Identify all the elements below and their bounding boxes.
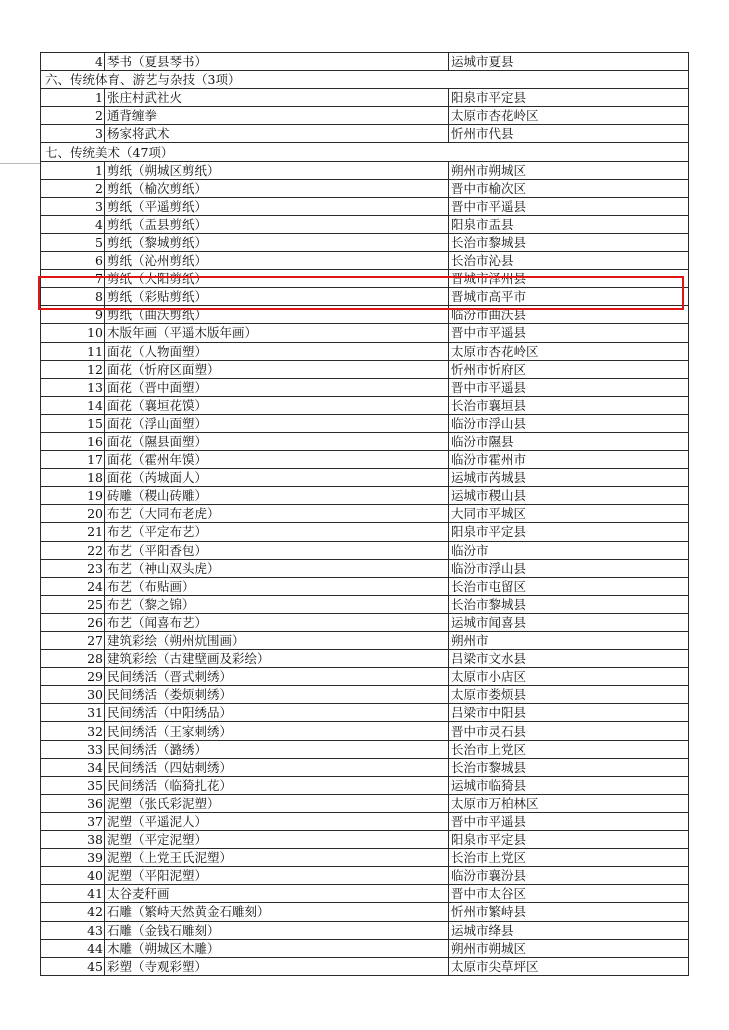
item-number: 18 bbox=[41, 469, 105, 487]
item-number: 2 bbox=[41, 107, 105, 125]
table-row bbox=[41, 125, 689, 143]
item-location: 太原市小店区 bbox=[449, 668, 689, 686]
item-number: 41 bbox=[41, 885, 105, 903]
item-location: 运城市临猗县 bbox=[449, 776, 689, 794]
table-row bbox=[41, 288, 689, 306]
item-location: 晋中市平遥县 bbox=[449, 197, 689, 215]
item-location: 晋中市太谷区 bbox=[449, 885, 689, 903]
item-name: 布艺（平定布艺） bbox=[105, 523, 449, 541]
item-number: 16 bbox=[41, 432, 105, 450]
table-row bbox=[41, 776, 689, 794]
item-location: 长治市沁县 bbox=[449, 252, 689, 270]
item-number: 39 bbox=[41, 849, 105, 867]
table-row bbox=[41, 252, 689, 270]
item-name: 布艺（闻喜布艺） bbox=[105, 613, 449, 631]
item-name: 太谷麦秆画 bbox=[105, 885, 449, 903]
item-number: 3 bbox=[41, 197, 105, 215]
item-location: 临汾市曲沃县 bbox=[449, 306, 689, 324]
table-row bbox=[41, 867, 689, 885]
item-location: 晋城市高平市 bbox=[449, 288, 689, 306]
item-name: 面花（隰县面塑） bbox=[105, 432, 449, 450]
table-row bbox=[41, 233, 689, 251]
item-location: 阳泉市平定县 bbox=[449, 831, 689, 849]
item-name: 面花（襄垣花馍） bbox=[105, 396, 449, 414]
item-location: 晋中市平遥县 bbox=[449, 378, 689, 396]
item-number: 10 bbox=[41, 324, 105, 342]
item-location: 太原市杏花岭区 bbox=[449, 107, 689, 125]
item-number: 29 bbox=[41, 668, 105, 686]
item-location: 运城市夏县 bbox=[449, 53, 689, 71]
item-number: 15 bbox=[41, 414, 105, 432]
item-name: 布艺（神山双头虎） bbox=[105, 559, 449, 577]
item-number: 36 bbox=[41, 794, 105, 812]
item-name: 泥塑（平遥泥人） bbox=[105, 812, 449, 830]
heritage-list-table bbox=[40, 52, 689, 976]
item-location: 运城市芮城县 bbox=[449, 469, 689, 487]
table-row bbox=[41, 469, 689, 487]
table-row bbox=[41, 396, 689, 414]
item-name: 面花（霍州年馍） bbox=[105, 451, 449, 469]
item-number: 19 bbox=[41, 487, 105, 505]
item-location: 运城市闻喜县 bbox=[449, 613, 689, 631]
item-name: 张庄村武社火 bbox=[105, 89, 449, 107]
item-number: 20 bbox=[41, 505, 105, 523]
item-name: 琴书（夏县琴书） bbox=[105, 53, 449, 71]
table-row bbox=[41, 812, 689, 830]
item-number: 38 bbox=[41, 831, 105, 849]
table-row bbox=[41, 885, 689, 903]
item-number: 6 bbox=[41, 252, 105, 270]
item-name: 面花（浮山面塑） bbox=[105, 414, 449, 432]
table-row bbox=[41, 921, 689, 939]
table-row bbox=[41, 324, 689, 342]
item-name: 民间绣活（晋式刺绣） bbox=[105, 668, 449, 686]
item-location: 阳泉市平定县 bbox=[449, 89, 689, 107]
item-name: 民间绣活（四姑刺绣） bbox=[105, 758, 449, 776]
item-number: 5 bbox=[41, 233, 105, 251]
table-row bbox=[41, 849, 689, 867]
table-row bbox=[41, 487, 689, 505]
item-number: 24 bbox=[41, 577, 105, 595]
item-number: 23 bbox=[41, 559, 105, 577]
item-name: 建筑彩绘（古建壁画及彩绘） bbox=[105, 650, 449, 668]
table-row bbox=[41, 613, 689, 631]
item-number: 8 bbox=[41, 288, 105, 306]
item-number: 9 bbox=[41, 306, 105, 324]
item-number: 30 bbox=[41, 686, 105, 704]
item-number: 44 bbox=[41, 939, 105, 957]
item-number: 17 bbox=[41, 451, 105, 469]
item-name: 民间绣活（潞绣） bbox=[105, 740, 449, 758]
item-location: 朔州市朔城区 bbox=[449, 161, 689, 179]
table-row bbox=[41, 342, 689, 360]
item-name: 剪纸（沁州剪纸） bbox=[105, 252, 449, 270]
item-name: 布艺（大同布老虎） bbox=[105, 505, 449, 523]
item-number: 40 bbox=[41, 867, 105, 885]
item-location: 临汾市襄汾县 bbox=[449, 867, 689, 885]
item-name: 民间绣活（娄烦刺绣） bbox=[105, 686, 449, 704]
item-name: 剪纸（平遥剪纸） bbox=[105, 197, 449, 215]
item-number: 1 bbox=[41, 161, 105, 179]
item-number: 12 bbox=[41, 360, 105, 378]
item-number: 3 bbox=[41, 125, 105, 143]
table-row bbox=[41, 939, 689, 957]
item-number: 45 bbox=[41, 957, 105, 975]
table-row bbox=[41, 107, 689, 125]
item-name: 杨家将武术 bbox=[105, 125, 449, 143]
item-number: 27 bbox=[41, 632, 105, 650]
item-location: 临汾市 bbox=[449, 541, 689, 559]
item-location: 长治市黎城县 bbox=[449, 595, 689, 613]
item-number: 14 bbox=[41, 396, 105, 414]
item-name: 石雕（金钱石雕刻） bbox=[105, 921, 449, 939]
item-location: 运城市稷山县 bbox=[449, 487, 689, 505]
item-number: 7 bbox=[41, 270, 105, 288]
table-row bbox=[41, 559, 689, 577]
table-row bbox=[41, 197, 689, 215]
section-header-row bbox=[41, 143, 689, 161]
table-row bbox=[41, 740, 689, 758]
item-number: 25 bbox=[41, 595, 105, 613]
section-title: 六、传统体育、游艺与杂技（3项） bbox=[41, 71, 689, 89]
table-row bbox=[41, 722, 689, 740]
item-number: 43 bbox=[41, 921, 105, 939]
item-location: 太原市尖草坪区 bbox=[449, 957, 689, 975]
table-row bbox=[41, 270, 689, 288]
item-location: 太原市杏花岭区 bbox=[449, 342, 689, 360]
item-location: 阳泉市盂县 bbox=[449, 215, 689, 233]
item-name: 布艺（布贴画） bbox=[105, 577, 449, 595]
item-name: 木雕（朔城区木雕） bbox=[105, 939, 449, 957]
table-row bbox=[41, 704, 689, 722]
item-number: 11 bbox=[41, 342, 105, 360]
item-location: 晋中市榆次区 bbox=[449, 179, 689, 197]
item-location: 太原市娄烦县 bbox=[449, 686, 689, 704]
item-name: 民间绣活（中阳绣品） bbox=[105, 704, 449, 722]
item-name: 建筑彩绘（朔州炕围画） bbox=[105, 632, 449, 650]
item-name: 剪纸（彩贴剪纸） bbox=[105, 288, 449, 306]
table-row bbox=[41, 831, 689, 849]
table-body bbox=[41, 53, 689, 976]
item-name: 布艺（黎之锦） bbox=[105, 595, 449, 613]
item-location: 临汾市隰县 bbox=[449, 432, 689, 450]
item-number: 21 bbox=[41, 523, 105, 541]
item-name: 木版年画（平遥木版年画） bbox=[105, 324, 449, 342]
item-name: 泥塑（上党王氏泥塑） bbox=[105, 849, 449, 867]
item-location: 长治市上党区 bbox=[449, 740, 689, 758]
table-row bbox=[41, 794, 689, 812]
table-row bbox=[41, 595, 689, 613]
item-number: 33 bbox=[41, 740, 105, 758]
item-location: 长治市上党区 bbox=[449, 849, 689, 867]
table-row bbox=[41, 577, 689, 595]
table-row bbox=[41, 505, 689, 523]
item-name: 民间绣活（临猗扎花） bbox=[105, 776, 449, 794]
item-location: 大同市平城区 bbox=[449, 505, 689, 523]
item-location: 临汾市浮山县 bbox=[449, 414, 689, 432]
item-number: 42 bbox=[41, 903, 105, 921]
item-name: 布艺（平阳香包） bbox=[105, 541, 449, 559]
item-number: 35 bbox=[41, 776, 105, 794]
item-name: 剪纸（黎城剪纸） bbox=[105, 233, 449, 251]
table-row bbox=[41, 451, 689, 469]
item-name: 民间绣活（王家刺绣） bbox=[105, 722, 449, 740]
item-number: 4 bbox=[41, 53, 105, 71]
item-name: 泥塑（平定泥塑） bbox=[105, 831, 449, 849]
item-name: 剪纸（榆次剪纸） bbox=[105, 179, 449, 197]
item-location: 长治市襄垣县 bbox=[449, 396, 689, 414]
item-location: 晋城市泽州县 bbox=[449, 270, 689, 288]
item-location: 长治市屯留区 bbox=[449, 577, 689, 595]
table-row bbox=[41, 378, 689, 396]
item-name: 剪纸（大阳剪纸） bbox=[105, 270, 449, 288]
item-number: 28 bbox=[41, 650, 105, 668]
table-row bbox=[41, 414, 689, 432]
table-row bbox=[41, 306, 689, 324]
table-row bbox=[41, 903, 689, 921]
item-name: 彩塑（寺观彩塑） bbox=[105, 957, 449, 975]
table-row bbox=[41, 541, 689, 559]
item-location: 忻州市忻府区 bbox=[449, 360, 689, 378]
item-name: 剪纸（朔城区剪纸） bbox=[105, 161, 449, 179]
item-name: 面花（芮城面人） bbox=[105, 469, 449, 487]
item-number: 2 bbox=[41, 179, 105, 197]
item-name: 通背缠拳 bbox=[105, 107, 449, 125]
item-location: 晋中市平遥县 bbox=[449, 324, 689, 342]
item-location: 临汾市浮山县 bbox=[449, 559, 689, 577]
item-name: 面花（忻府区面塑） bbox=[105, 360, 449, 378]
table-row bbox=[41, 432, 689, 450]
item-location: 忻州市繁峙县 bbox=[449, 903, 689, 921]
item-name: 剪纸（曲沃剪纸） bbox=[105, 306, 449, 324]
item-number: 31 bbox=[41, 704, 105, 722]
item-location: 朔州市朔城区 bbox=[449, 939, 689, 957]
item-location: 长治市黎城县 bbox=[449, 233, 689, 251]
table-row bbox=[41, 215, 689, 233]
item-number: 32 bbox=[41, 722, 105, 740]
item-location: 朔州市 bbox=[449, 632, 689, 650]
section-header-row bbox=[41, 71, 689, 89]
table-row bbox=[41, 179, 689, 197]
item-location: 运城市绛县 bbox=[449, 921, 689, 939]
table-row bbox=[41, 686, 689, 704]
item-location: 长治市黎城县 bbox=[449, 758, 689, 776]
scan-artifact-line bbox=[0, 163, 40, 164]
item-number: 1 bbox=[41, 89, 105, 107]
table-row bbox=[41, 650, 689, 668]
item-location: 吕梁市文水县 bbox=[449, 650, 689, 668]
item-number: 4 bbox=[41, 215, 105, 233]
item-location: 太原市万柏林区 bbox=[449, 794, 689, 812]
item-name: 石雕（繁峙天然黄金石雕刻） bbox=[105, 903, 449, 921]
item-number: 37 bbox=[41, 812, 105, 830]
table-row bbox=[41, 53, 689, 71]
table-row bbox=[41, 632, 689, 650]
item-location: 晋中市灵石县 bbox=[449, 722, 689, 740]
item-location: 晋中市平遥县 bbox=[449, 812, 689, 830]
table-row bbox=[41, 523, 689, 541]
table-row bbox=[41, 89, 689, 107]
item-name: 泥塑（张氏彩泥塑） bbox=[105, 794, 449, 812]
item-name: 剪纸（盂县剪纸） bbox=[105, 215, 449, 233]
item-location: 忻州市代县 bbox=[449, 125, 689, 143]
item-location: 阳泉市平定县 bbox=[449, 523, 689, 541]
item-location: 吕梁市中阳县 bbox=[449, 704, 689, 722]
item-number: 26 bbox=[41, 613, 105, 631]
item-name: 砖雕（稷山砖雕） bbox=[105, 487, 449, 505]
table-row bbox=[41, 668, 689, 686]
table-row bbox=[41, 161, 689, 179]
item-location: 临汾市霍州市 bbox=[449, 451, 689, 469]
section-title: 七、传统美术（47项） bbox=[41, 143, 689, 161]
table-row bbox=[41, 360, 689, 378]
table-row bbox=[41, 758, 689, 776]
item-number: 34 bbox=[41, 758, 105, 776]
item-name: 泥塑（平阳泥塑） bbox=[105, 867, 449, 885]
table-row bbox=[41, 957, 689, 975]
item-number: 22 bbox=[41, 541, 105, 559]
item-name: 面花（人物面塑） bbox=[105, 342, 449, 360]
item-name: 面花（晋中面塑） bbox=[105, 378, 449, 396]
item-number: 13 bbox=[41, 378, 105, 396]
